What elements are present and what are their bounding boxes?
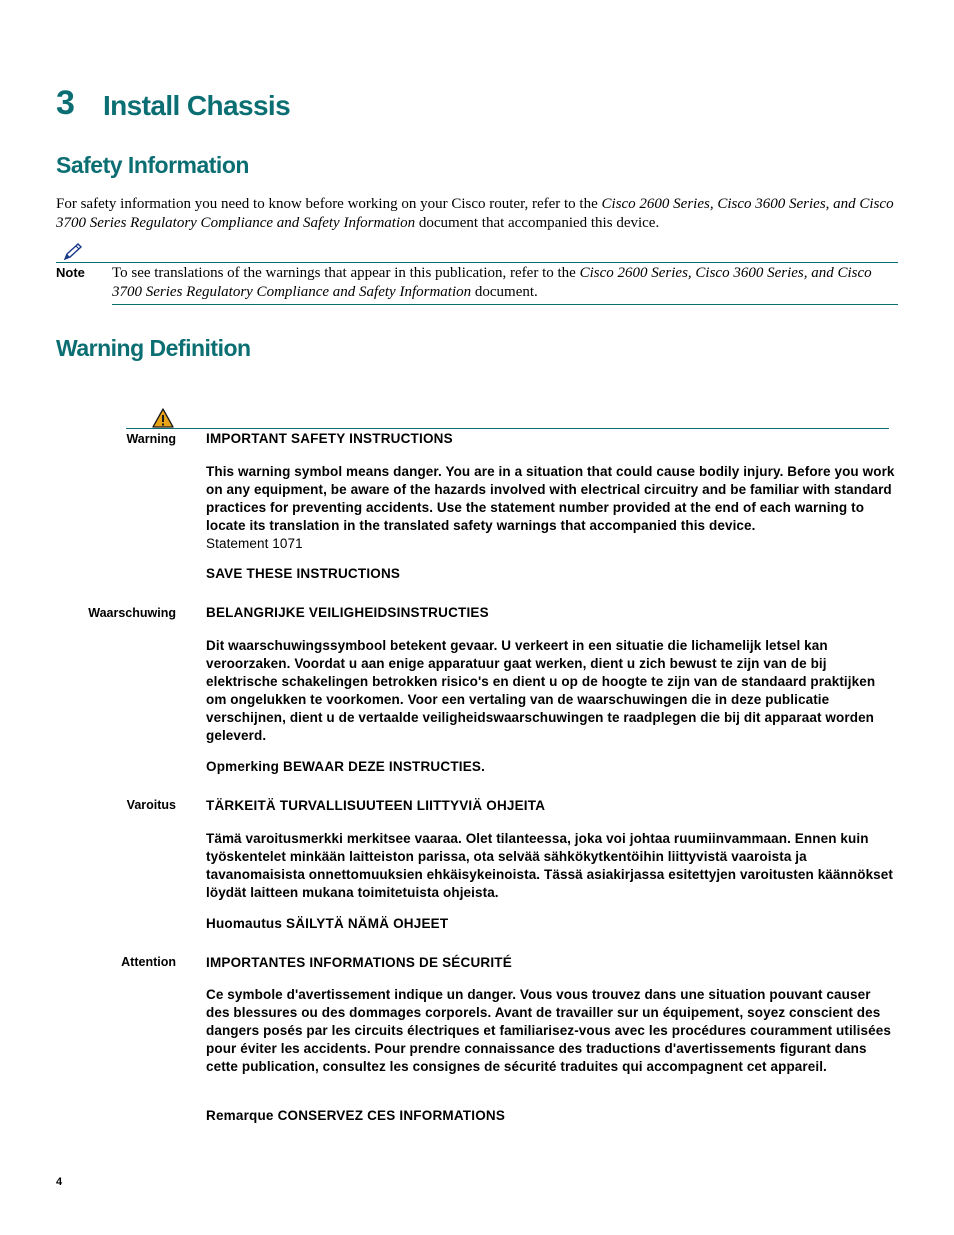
note-top-rule [56, 262, 898, 263]
warning-save-en: SAVE THESE INSTRUCTIONS [206, 566, 401, 581]
warning-triangle-icon [152, 408, 174, 428]
warning-title-en: IMPORTANT SAFETY INSTRUCTIONS [206, 431, 453, 446]
note-doc-title: Cisco 2600 Series, Cisco 3600 Series, and Cisco 3700 Series Regulatory Compliance and Safety Information [112, 265, 872, 300]
warning-label-nl: Waarschuwing [88, 606, 176, 620]
note-text-prefix: To see translations of the warnings that appear in this publication, refer to the [112, 265, 580, 281]
warning-label-fi: Varoitus [126, 798, 176, 812]
warning-definition-heading: Warning Definition [56, 335, 251, 361]
warning-label-fr: Attention [121, 955, 176, 969]
note-label: Note [56, 265, 85, 280]
warning-label-en: Warning [126, 432, 176, 446]
warning-title-fr: IMPORTANTES INFORMATIONS DE SÉCURITÉ [206, 955, 512, 970]
warning-statement-number: Statement 1071 [206, 536, 303, 551]
warning-body-fr: Ce symbole d'avertissement indique un danger. Vous vous trouvez dans une situation pouvant causer des blessures ou des dommages corporels. Avant de travailler sur un équipement, soyez conscient des dangers posés par les circuits électriques et familiarisez-vous avec les procédures couramment utilisées pour éviter les accidents. Pour prendre connaissance des traductions d'avertissements figurant dans cette publication, consultez les consignes de sécurité traduites qui accompagnent cet appareil. [206, 987, 891, 1074]
warning-title-fi: TÄRKEITÄ TURVALLISUUTEEN LIITTYVIÄ OHJEITA [206, 798, 546, 813]
warning-top-rule [126, 428, 889, 429]
warning-save-nl: Opmerking BEWAAR DEZE INSTRUCTIES. [206, 759, 486, 774]
warning-title-nl: BELANGRIJKE VEILIGHEIDSINSTRUCTIES [206, 605, 489, 620]
note-text-suffix: document. [471, 283, 538, 300]
safety-para-prefix: For safety information you need to know before working on your Cisco router, refer to the [56, 196, 602, 212]
warning-body-nl: Dit waarschuwingssymbool betekent gevaar. U verkeert in een situatie die lichamelijk letsel kan veroorzaken. Voordat u aan enige apparatuur gaat werken, dient u zich bewust te zijn van de bij elektrische schakelingen betrokken risico's en dient u op de hoogte te zijn van de standaard praktijken om ongelukken te voorkomen. Voor een vertaling van de waarschuwingen die in deze publicatie verschijnen, dient u de vertaalde veiligheidswaarschuwingen te raadplegen die bij dit apparaat worden geleverd. [206, 638, 876, 743]
safety-doc-title: Cisco 2600 Series, Cisco 3600 Series, and Cisco 3700 Series Regulatory Compliance and Safety Information [56, 196, 894, 231]
warning-save-fi: Huomautus SÄILYTÄ NÄMÄ OHJEET [206, 916, 449, 931]
safety-paragraph [56, 195, 906, 232]
warning-body-fi: Tämä varoitusmerkki merkitsee vaaraa. Olet tilanteessa, joka voi johtaa ruumiinvammaan. Ennen kuin työskentelet minkään laitteiston parissa, ota selvää sähkökytkentöihin liittyvistä vaaroista ja tavanomaisista onnettomuuksien ehkäisykeinoista. Tässä asiakirjassa esitettyjen varoitusten käännökset löydät laitteen mukana toimitetuista ohjeista. [206, 831, 893, 900]
pencil-icon [62, 242, 84, 262]
chapter-title: Install Chassis [103, 90, 291, 121]
note-bottom-rule [112, 304, 898, 305]
note-text [112, 264, 902, 301]
warning-body-text-en: This warning symbol means danger. You are in a situation that could cause bodily injury. Before you work on any equipment, be aware of the hazards involved with electrical circuitry and be familiar with standard practices for preventing accidents. Use the statement number provided at the end of each warning to locate its translation in the translated safety warnings that accompanied this device. [206, 464, 895, 533]
safety-para-suffix: document that accompanied this device. [415, 214, 660, 231]
warning-body-en [206, 463, 896, 553]
chapter-number: 3 [56, 84, 75, 122]
page-number: 4 [56, 1176, 63, 1188]
warning-save-fr: Remarque CONSERVEZ CES INFORMATIONS [206, 1108, 506, 1123]
safety-heading: Safety Information [56, 152, 249, 178]
